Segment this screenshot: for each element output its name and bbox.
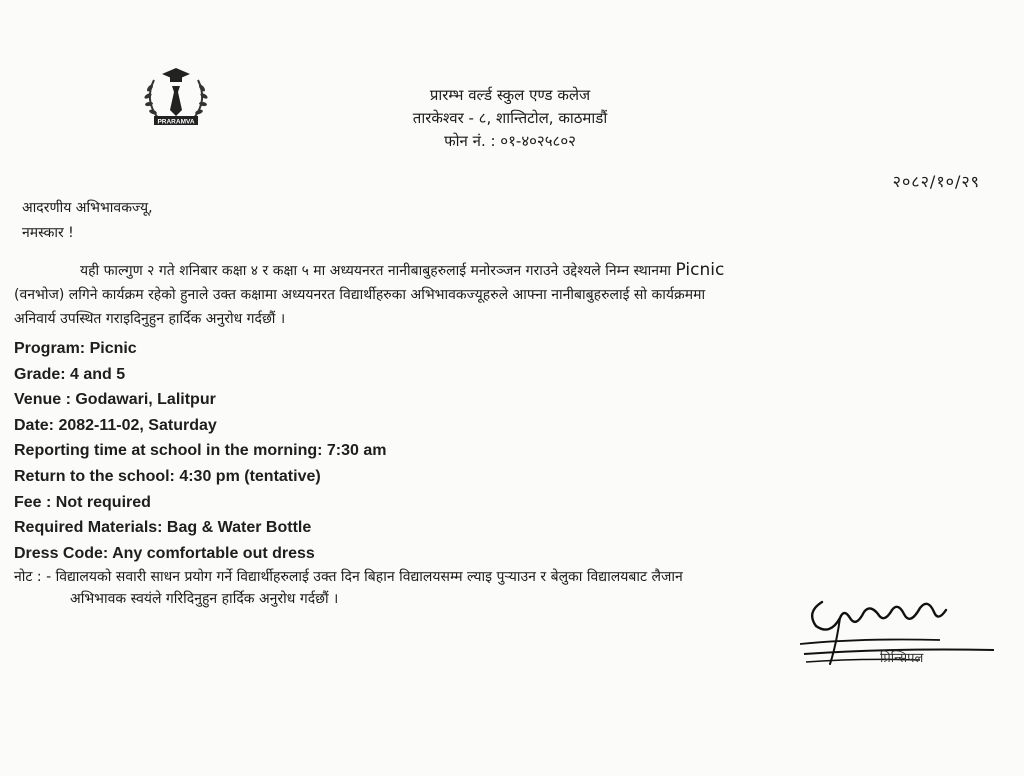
detail-materials: Required Materials: Bag & Water Bottle [14, 519, 312, 537]
paragraph-picnic: Picnic [675, 260, 725, 280]
program-details [14, 336, 386, 566]
detail-fee: Fee : Not required [14, 493, 151, 511]
detail-return-time: Return to the school: 4:30 pm (tentative) [14, 467, 321, 485]
paragraph-part1: यही फाल्गुण २ गते शनिबार कक्षा ४ र कक्षा ५ मा अध्ययनरत नानीबाबुहरुलाई मनोरञ्जन गराउने उद्देश्यले निम्न स्थानमा [80, 263, 672, 279]
paragraph-part2: (वनभोज) लगिने कार्यक्रम रहेको हुनाले उक्त कक्षामा अध्ययनरत विद्यार्थीहरुका अभिभावकज्यूहरुले आफ्ना नानीबाबुहरुलाई सो कार्यक्रममा [14, 287, 706, 303]
detail-reporting-time: Reporting time at school in the morning: 7:30 am [14, 442, 387, 460]
school-logo-icon [140, 66, 212, 130]
school-phone: फोन नं. : ०१-४०२५८०२ [444, 132, 576, 150]
letter-date: २०८२/१०/२९ [892, 172, 980, 191]
detail-program: Program: Picnic [14, 340, 137, 357]
note-line1: नोट : - विद्यालयको सवारी साधन प्रयोग गर्ने विद्यार्थीहरुलाई उक्त दिन बिहान विद्यालयसम्म ल्याइ पुऱ्याउन र बेलुका विद्यालयबाट लैजान [14, 569, 683, 585]
body-paragraph [14, 258, 994, 331]
detail-grade: Grade: 4 and 5 [14, 365, 126, 383]
school-address: तारकेश्वर - ८, शान्तिटोल, काठमाडौं [412, 109, 608, 127]
school-name: प्रारम्भ वर्ल्ड स्कुल एण्ड कलेज [429, 86, 591, 104]
detail-venue: Venue : Godawari, Lalitpur [14, 391, 216, 409]
detail-dress-code: Dress Code: Any comfortable out dress [14, 544, 315, 562]
salutation-greeting: आदरणीय अभिभावकज्यू, [22, 200, 153, 216]
principal-title: प्रिन्सिपल [880, 651, 924, 666]
paragraph-part3: अनिवार्य उपस्थित गराइदिनुहुन हार्दिक अनुरोध गर्दछौं । [14, 311, 286, 327]
detail-date: Date: 2082-11-02, Saturday [14, 416, 217, 434]
school-header [360, 84, 660, 153]
note-line2: अभिभावक स्वयंले गरिदिनुहुन हार्दिक अनुरोध गर्दछौं । [70, 591, 339, 607]
salutation [22, 196, 153, 246]
salutation-namaskar: नमस्कार ! [22, 225, 74, 241]
logo-text: PRARAMVA [157, 118, 195, 126]
